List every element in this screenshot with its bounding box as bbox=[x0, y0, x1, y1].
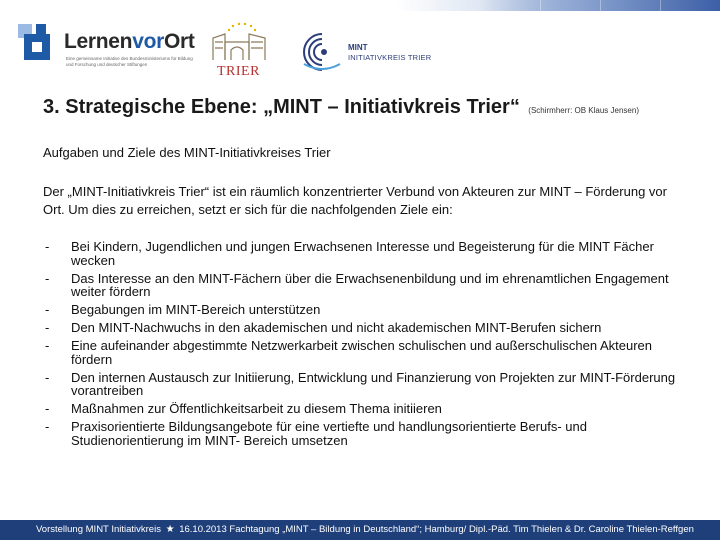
eu-flag-strip bbox=[480, 0, 720, 11]
page-title bbox=[43, 96, 639, 119]
star-icon: ★ bbox=[165, 524, 175, 535]
list-item: - Bei Kindern, Jugendlichen und jungen Erwachsenen Interesse und Begeisterung für die MINT Fächer wecken bbox=[45, 239, 654, 268]
lernen-vor-ort-title: LernenvorOrt bbox=[64, 30, 195, 53]
mint-logo-line2: INITIATIVKREIS TRIER bbox=[348, 53, 432, 62]
footer-bar bbox=[0, 520, 720, 540]
lernen-vor-ort-icon bbox=[18, 24, 56, 62]
porta-nigra-icon bbox=[203, 20, 283, 64]
trier-logo-text: TRIER bbox=[217, 64, 260, 79]
section-subheading: Aufgaben und Ziele des MINT-Initiativkreises Trier bbox=[43, 145, 331, 160]
list-item: - Den internen Austausch zur Initiierung, Entwicklung und Finanzierung von Projekten zur MINT-Förderung vorantreiben bbox=[45, 369, 676, 398]
mint-initiativkreis-logo bbox=[300, 30, 450, 74]
mint-signal-icon bbox=[300, 30, 344, 74]
lernen-vor-ort-subtitle: Eine gemeinsame Initiative des Bundesministeriums für Bildung und Forschung und deutscher Stiftungen bbox=[66, 56, 193, 67]
page-title-text: 3. Strategische Ebene: „MINT – Initiativkreis Trier“ bbox=[43, 96, 520, 118]
footer-text: Vorstellung MINT Initiativkreis ★ 16.10.2013 Fachtagung „MINT – Bildung in Deutschland“; Hamburg/ Dipl.-Päd. Tim Thielen & Dr. Caroline Thielen-Reffgen bbox=[36, 524, 694, 535]
list-item: - Praxisorientierte Bildungsangebote für eine vertiefte und handlungsorientierte Berufs- und Studienorientierung im MINT- Bereich umsetzen bbox=[45, 419, 587, 448]
goals-list bbox=[43, 240, 683, 452]
list-item: - Begabungen im MINT-Bereich unterstützen bbox=[45, 302, 321, 317]
intro-paragraph: Der „MINT-Initiativkreis Trier“ ist ein räumlich konzentrierter Verbund von Akteuren zur MINT – Förderung vor Ort. Um dies zu erreichen, setzt er sich für die nachfolgenden Ziele ein: bbox=[43, 184, 667, 217]
list-item: - Eine aufeinander abgestimmte Netzwerkarbeit zwischen schulischen und außerschulischen Akteuren fördern bbox=[45, 338, 652, 367]
list-item: - Den MINT-Nachwuchs in den akademischen und nicht akademischen MINT-Berufen sichern bbox=[45, 320, 602, 335]
mint-logo-line1: MINT bbox=[348, 43, 368, 52]
list-item: - Das Interesse an den MINT-Fächern über die Erwachsenenbildung und im ehrenamtlichen Engagement weiter fördern bbox=[45, 270, 669, 299]
lernen-vor-ort-logo bbox=[18, 22, 195, 72]
trier-logo bbox=[203, 20, 283, 80]
list-item: - Maßnahmen zur Öffentlichkeitsarbeit zu diesem Thema initiieren bbox=[45, 401, 442, 416]
patron-note: (Schirmherr: OB Klaus Jensen) bbox=[528, 106, 639, 115]
